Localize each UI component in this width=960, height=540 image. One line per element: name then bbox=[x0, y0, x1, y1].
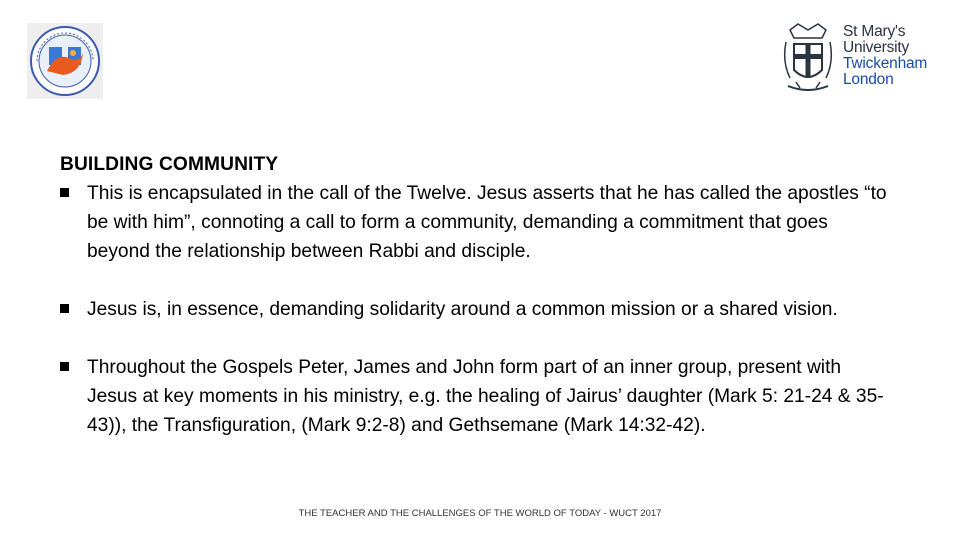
bullet-item bbox=[60, 295, 890, 324]
bullet-text: Jesus is, in essence, demanding solidarity around a common mission or a shared vision. bbox=[87, 299, 838, 320]
conference-emblem-icon bbox=[27, 23, 103, 99]
bullet-item bbox=[60, 179, 890, 266]
university-crest-icon bbox=[782, 22, 834, 100]
university-logo bbox=[782, 22, 934, 102]
bullet-text: This is encapsulated in the call of the Twelve. Jesus asserts that he has called the apostles “to be with him”, connoting a call to form a community, demanding a commitment that goes beyond the relationship between Rabbi and disciple. bbox=[87, 183, 887, 262]
bullet-item bbox=[60, 353, 890, 440]
university-wordmark bbox=[843, 24, 927, 88]
slide-heading: BUILDING COMMUNITY bbox=[60, 154, 279, 175]
conference-logo bbox=[27, 23, 103, 99]
slide-footer: THE TEACHER AND THE CHALLENGES OF THE WORLD OF TODAY - WUCT 2017 bbox=[298, 508, 662, 519]
bullet-square-icon bbox=[60, 188, 69, 197]
university-name-line2: University bbox=[843, 39, 910, 56]
university-name-line4: London bbox=[843, 71, 894, 88]
university-name-line3: Twickenham bbox=[843, 55, 928, 72]
bullet-square-icon bbox=[60, 362, 69, 371]
bullet-square-icon bbox=[60, 304, 69, 313]
slide-body bbox=[60, 150, 890, 440]
bullet-text: Throughout the Gospels Peter, James and John form part of an inner group, present with Jesus at key moments in his ministry, e.g. the healing of Jairus’ daughter (Mark 5: 21-24 & 35-43)), the Transfiguration, (Mark 9:2-8) and Gethsemane (Mark 14:32-42). bbox=[87, 357, 884, 436]
university-name-line1: St Mary's bbox=[843, 23, 906, 40]
